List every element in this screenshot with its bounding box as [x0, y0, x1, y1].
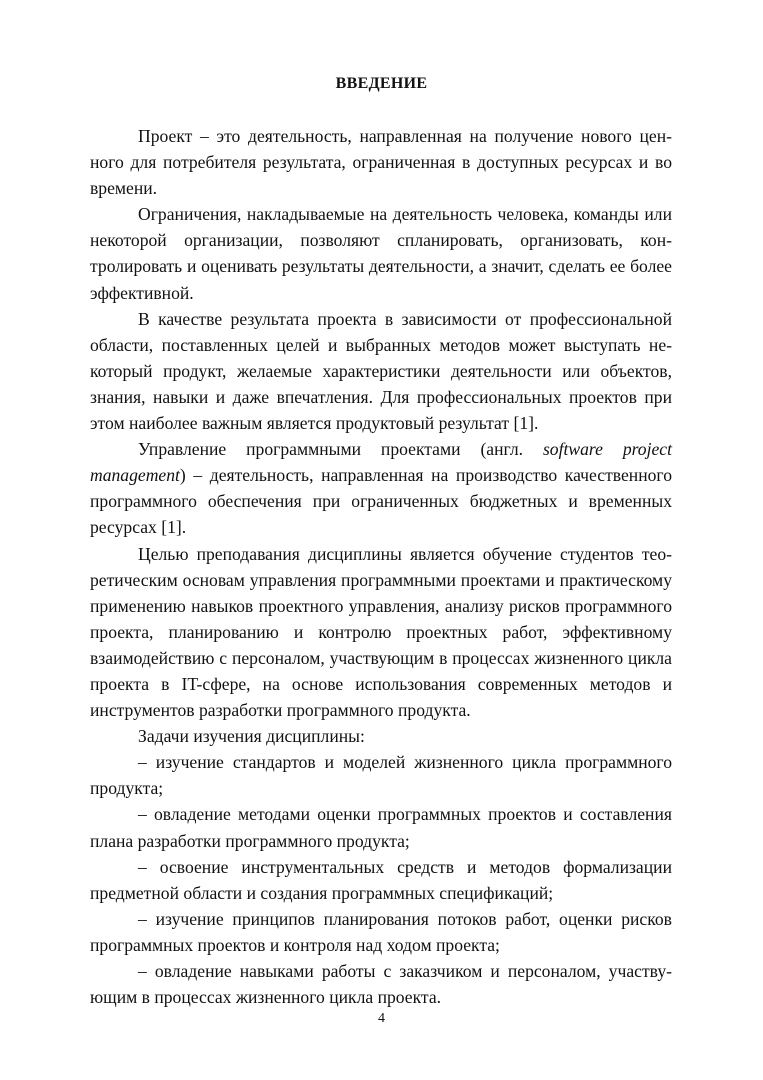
p4-text-after: ) – деятельность, направленная на производство качественного программного обеспечения при ограниченных бюджетных и временных ресурсах [1].	[90, 465, 672, 538]
paragraph-software-project-management	[90, 436, 672, 540]
page-title: ВВЕДЕНИЕ	[335, 75, 428, 92]
english-term: software project management	[90, 439, 672, 486]
paragraph-definition: Проект – это деятельность, направленная на получение нового ценного для потребителя результата, ограниченная в доступных ресурсах и во времени.	[90, 126, 672, 199]
task-item: – овладение навыками работы с заказчиком и персоналом, участвующим в процессах жизненного цикла проекта.	[90, 961, 672, 1008]
paragraph-tasks-heading: Задачи изучения дисциплины:	[138, 726, 365, 747]
task-item: – изучение принципов планирования потоков работ, оценки рисков программных проектов и контроля над ходом проекта;	[90, 908, 672, 955]
paragraph-constraints: Ограничения, накладываемые на деятельность человека, команды или некоторой организации, позволяют спланировать, организовать, контролировать и оценивать результаты деятельности, а значит, сделать ее более эффективной.	[90, 204, 672, 303]
paragraph-project-result: В качестве результата проекта в зависимости от профессиональной области, поставленных целей и выбранных методов может выступать некоторый продукт, желаемые характеристики деятельности или объектов, знания, навыки и даже впечатления. Для профессиональных проектов при этом наиболее важным является продуктовый результат [1].	[90, 308, 672, 434]
paragraph-course-goal: Целью преподавания дисциплины является обучение студентов теоретическим основам управления программными проектами и практическому применению навыков проектного управления, анализу рисков программного проекта, планированию и контролю проектных работ, эффективному взаимодействию с персоналом, участвующим в процессах жизненного цикла проекта в IT-сфере, на основе использования современных методов и инструментов разработки программного продукта.	[90, 543, 672, 721]
task-item: – овладение методами оценки программных проектов и составления плана разработки программного продукта;	[90, 804, 672, 851]
page-number: 4	[378, 1011, 385, 1026]
p4-text-before: Управление программными проектами (англ.	[138, 439, 543, 460]
body-text	[90, 123, 672, 1010]
task-item: – освоение инструментальных средств и методов формализации предметной области и создания программных спецификаций;	[90, 856, 672, 903]
task-item: – изучение стандартов и моделей жизненного цикла программного продукта;	[90, 752, 672, 799]
